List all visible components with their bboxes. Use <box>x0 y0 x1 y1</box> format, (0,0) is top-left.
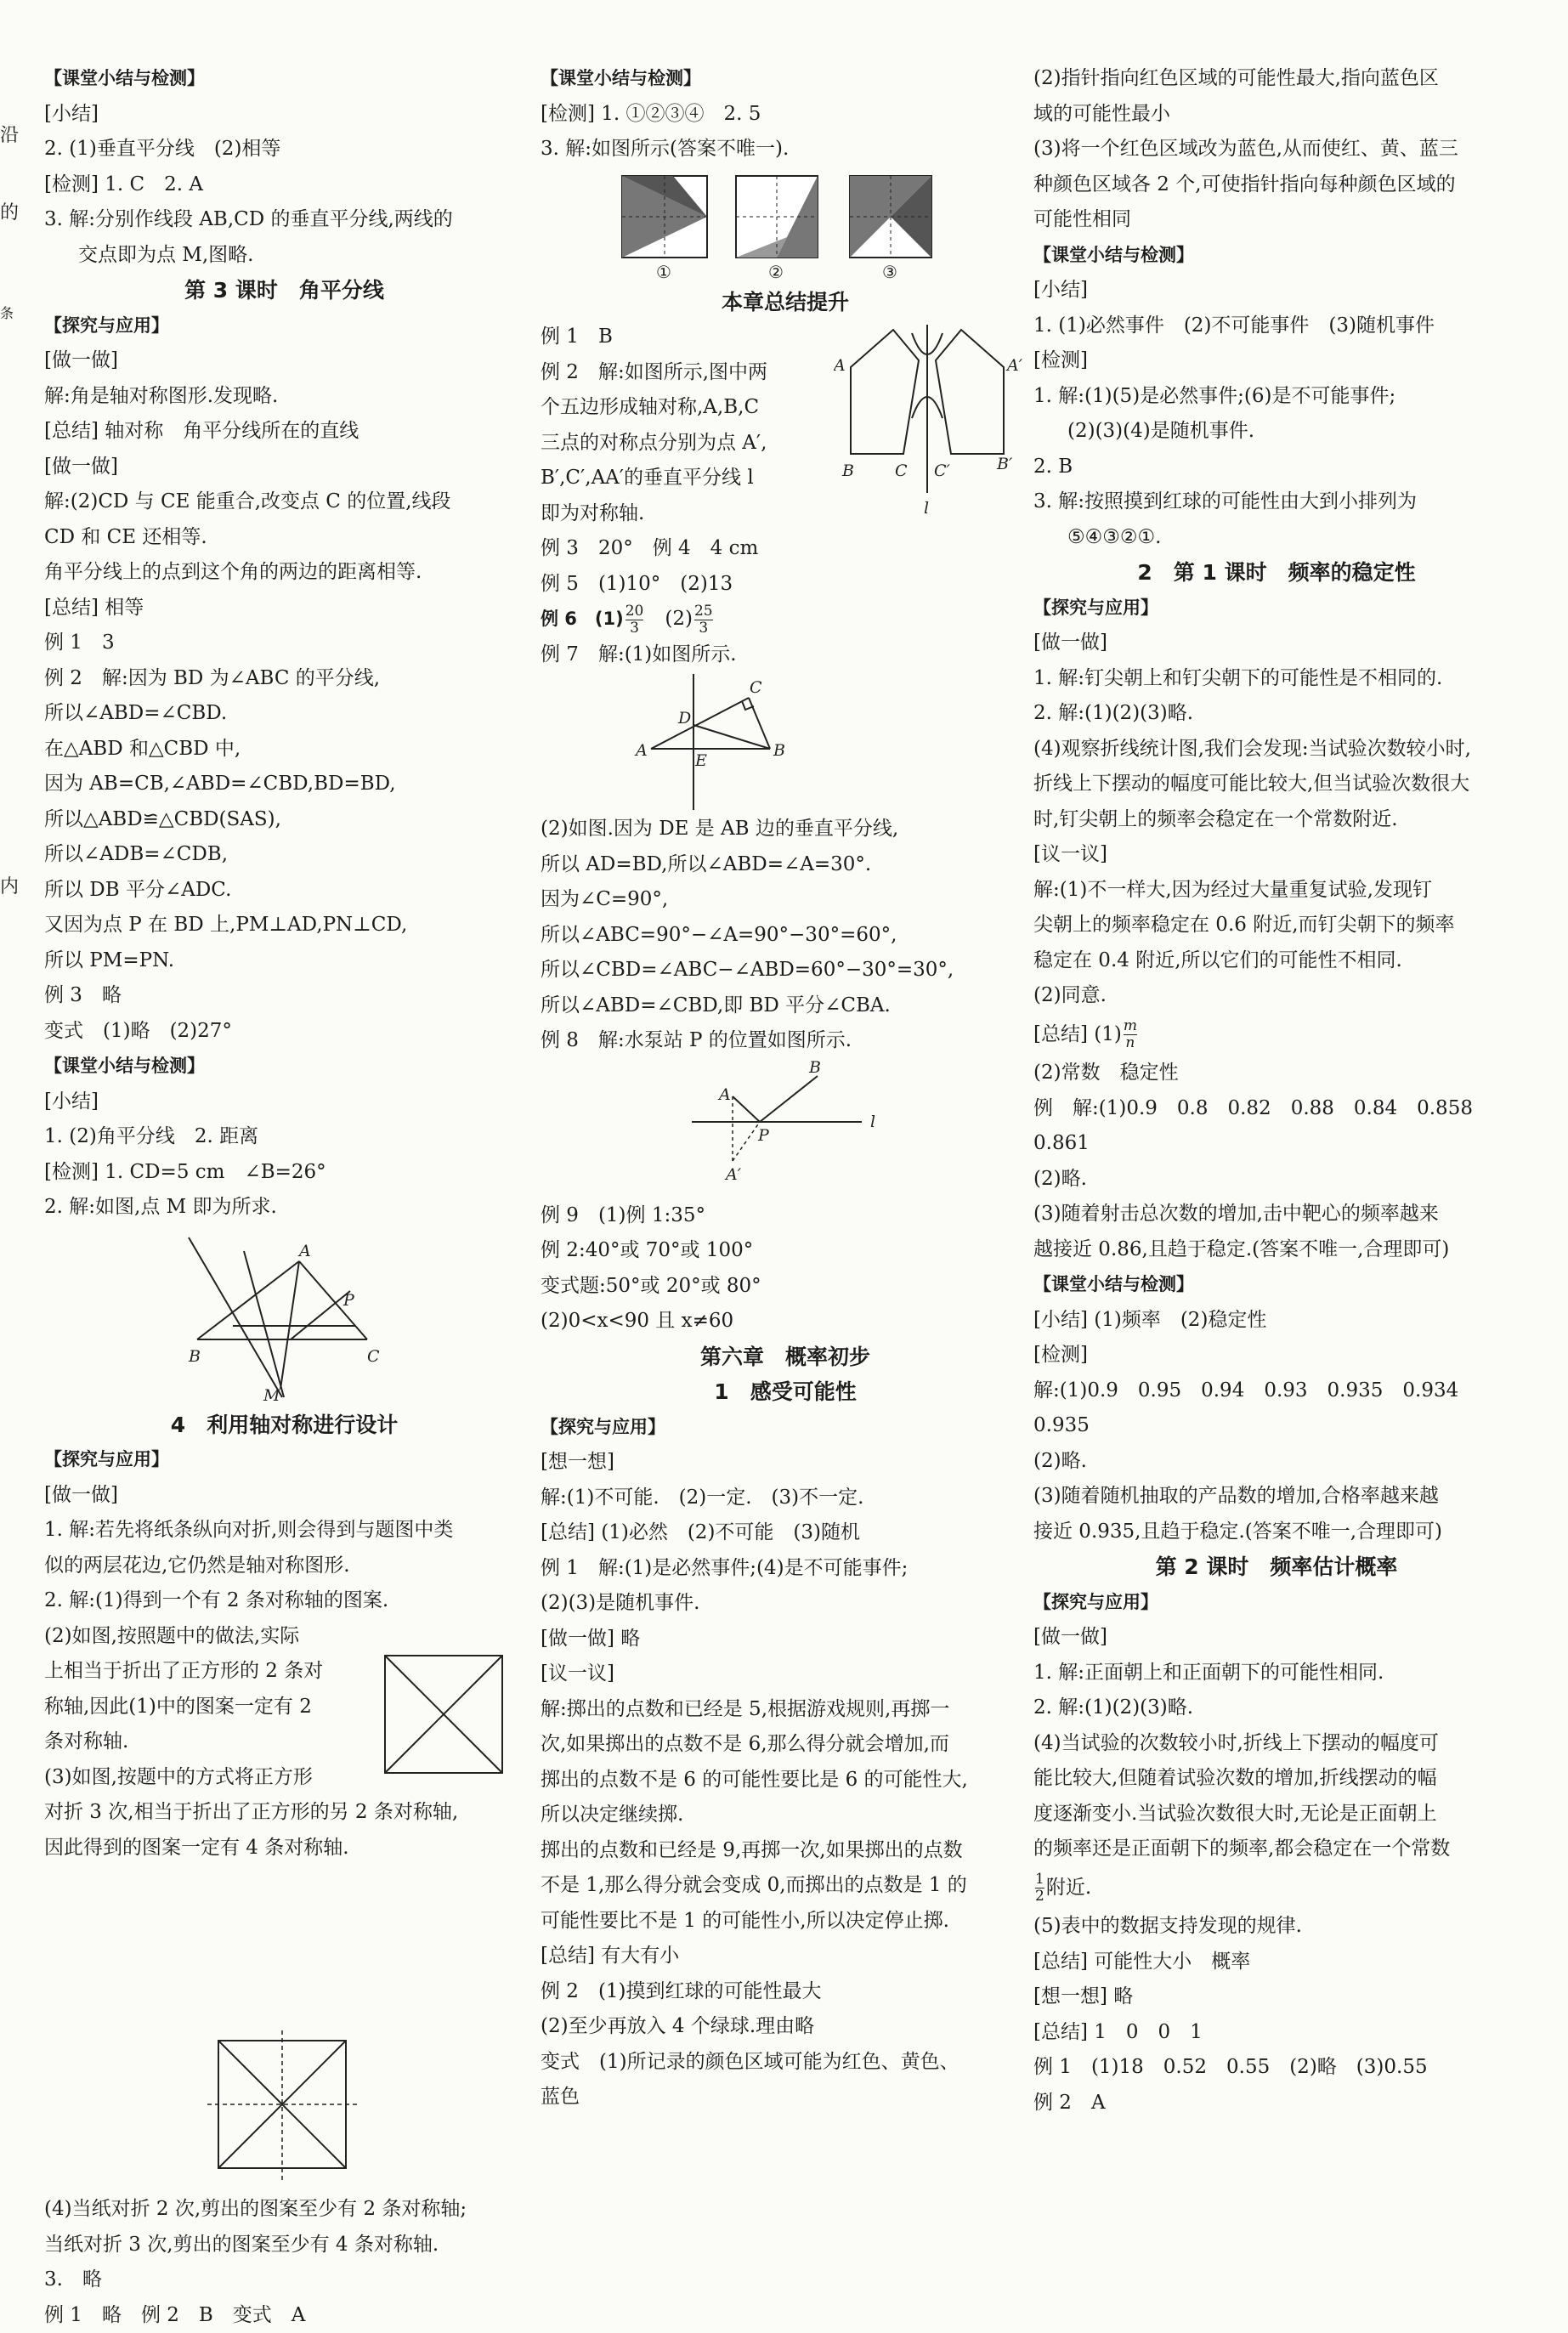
label-c-prime: C′ <box>934 462 951 480</box>
subsection-label: 【课堂小结与检测】 <box>1033 1267 1520 1303</box>
text-line: CD 和 CE 还相等. <box>44 520 524 556</box>
fraction-numerator: m <box>1124 1018 1137 1035</box>
text-line: 解:(1)不一样大,因为经过大量重复试验,发现钉 <box>1033 873 1520 909</box>
label-l: l <box>924 499 929 518</box>
label-p: P <box>757 1126 770 1145</box>
label-e: E <box>694 751 707 770</box>
text-line: 可能性要比不是 1 的可能性小,所以决定停止掷. <box>541 1904 1030 1939</box>
text-line: 解:(2)CD 与 CE 能重合,改变点 C 的位置,线段 <box>44 484 524 520</box>
text-line: 例 1 (1)18 0.52 0.55 (2)略 (3)0.55 <box>1033 2050 1520 2086</box>
label-l: l <box>870 1113 875 1131</box>
text-line: [做一做] <box>1033 1620 1520 1656</box>
text-line: (5)表中的数据支持发现的规律. <box>1033 1909 1520 1945</box>
text-line: 2. 解:(1)(2)(3)略. <box>1033 1690 1520 1726</box>
fig-label-3: ③ <box>882 262 897 282</box>
text-line: [总结] 相等 <box>44 591 524 626</box>
subsection-label: 【探究与应用】 <box>44 1442 524 1478</box>
label-a-prime: A′ <box>724 1165 742 1184</box>
label-a: A <box>297 1242 311 1260</box>
text-line: 0.935 <box>1033 1408 1520 1444</box>
text-line: [检测] 1. C 2. A <box>44 167 524 203</box>
text-line: 因为∠C=90°, <box>541 882 1030 918</box>
subsection-label: 【探究与应用】 <box>1033 1585 1520 1621</box>
text-line: 所以∠CBD=∠ABC−∠ABD=60°−30°=30°, <box>541 953 1030 988</box>
text-line: (2)略. <box>1033 1162 1520 1198</box>
text-line: 例 2:40°或 70°或 100° <box>541 1233 1030 1269</box>
text-line: 上相当于折出了正方形的 2 条对 <box>44 1654 524 1690</box>
text-line: 当纸对折 3 次,剪出的图案至少有 4 条对称轴. <box>44 2228 524 2263</box>
text-line: 所以 PM=PN. <box>44 943 524 979</box>
fraction-numerator: 25 <box>694 603 713 620</box>
text-line: [小结] (1)频率 (2)稳定性 <box>1033 1303 1520 1339</box>
label-c: C <box>750 678 762 697</box>
text-line: (2)同意. <box>1033 978 1520 1014</box>
text-line: 例 1 解:(1)是必然事件;(4)是不可能事件; <box>541 1551 1030 1587</box>
fraction-denominator: 2 <box>1035 1888 1044 1905</box>
text-line: 所以∠ADB=∠CDB, <box>44 837 524 873</box>
subsection-label: 【探究与应用】 <box>541 1410 1030 1446</box>
text-line: 角平分线上的点到这个角的两边的距离相等. <box>44 555 524 591</box>
col1c-lines <box>44 2192 524 2333</box>
section-heading: 1 感受可能性 <box>541 1374 1030 1410</box>
text-line: 在△ABD 和△CBD 中, <box>44 732 524 767</box>
fraction-numerator: 1 <box>1035 1871 1044 1888</box>
subsection-label: 【课堂小结与检测】 <box>44 1049 524 1084</box>
text-line: 1. 解:钉尖朝上和钉尖朝下的可能性是不相同的. <box>1033 661 1520 697</box>
text-line: 1. 解:若先将纸条纵向对折,则会得到与题图中类 <box>44 1513 524 1549</box>
text-line: 所以决定继续掷. <box>541 1798 1030 1833</box>
text-line: 例 解:(1)0.9 0.8 0.82 0.88 0.84 0.858 <box>1033 1091 1520 1127</box>
text-line: [做一做] 略 <box>541 1622 1030 1657</box>
text-line: 蓝色 <box>541 2080 1030 2115</box>
text-line: 又因为点 P 在 BD 上,PM⊥AD,PN⊥CD, <box>44 908 524 943</box>
text-line: [小结] <box>1033 273 1520 309</box>
text-line: [检测] <box>1033 343 1520 379</box>
figure-square-2-axes <box>380 1651 507 1778</box>
label-m: M <box>263 1386 280 1405</box>
text-line: [议一议] <box>1033 837 1520 873</box>
text-line: [总结] 1 0 0 1 <box>1033 2015 1520 2051</box>
text-line: 所以 DB 平分∠ADC. <box>44 873 524 909</box>
text-line: 1. (2)角平分线 2. 距离 <box>44 1119 524 1155</box>
figure-pentagons <box>834 325 1029 520</box>
text-line: [总结] (1)必然 (2)不可能 (3)随机 <box>541 1515 1030 1551</box>
text-line: [想一想] 略 <box>1033 1979 1520 2015</box>
col2d-lines <box>541 812 1030 1059</box>
text-line: 例 9 (1)例 1:35° <box>541 1198 1030 1234</box>
text-line: 种颜色区域各 2 个,可使指针指向每种颜色区域的 <box>1033 167 1520 203</box>
col1-lines <box>44 61 524 1226</box>
edge-char: 内 <box>0 872 19 898</box>
col3b-lines <box>1033 1056 1520 1867</box>
text-line: 个五边形成轴对称,A,B,C <box>541 390 1030 426</box>
figure-angle-bisector <box>44 1227 524 1406</box>
text-line: [总结] 轴对称 角平分线所在的直线 <box>44 414 524 450</box>
text-line: 所以∠ABC=90°−∠A=90°−30°=60°, <box>541 918 1030 954</box>
example-6 <box>541 602 1030 637</box>
text-line: 例 2 解:如图所示,图中两 <box>541 355 1030 391</box>
text-line: 所以∠ABD=∠CBD. <box>44 696 524 732</box>
label-b: B <box>188 1347 201 1366</box>
label-a-prime: A′ <box>1005 356 1023 375</box>
label-d: D <box>677 709 691 728</box>
text-line: 0.861 <box>1033 1126 1520 1162</box>
fraction-20-3 <box>626 603 644 637</box>
column-3 <box>1033 61 1520 2121</box>
col3a-lines <box>1033 61 1520 1014</box>
summary-label: [总结] (1) <box>1033 1023 1122 1045</box>
col1b-lines <box>44 1407 524 1866</box>
text-line: 掷出的点数不是 6 的可能性要比是 6 的可能性大, <box>541 1763 1030 1798</box>
label-p: P <box>342 1291 355 1310</box>
section-heading: 2 第 1 课时 频率的稳定性 <box>1033 555 1520 591</box>
text-line: (2)指针指向红色区域的可能性最大,指向蓝色区 <box>1033 61 1520 97</box>
figure-shaded-squares <box>541 169 1030 283</box>
text-line: (2)(3)(4)是随机事件. <box>1033 414 1520 450</box>
text-line: 1. 解:(1)(5)是必然事件;(6)是不可能事件; <box>1033 379 1520 415</box>
text-line: 3. 略 <box>44 2262 524 2298</box>
text-line: 解:(1)不可能. (2)一定. (3)不一定. <box>541 1481 1030 1516</box>
text-line: 变式题:50°或 20°或 80° <box>541 1269 1030 1305</box>
text-line: [总结] 有大有小 <box>541 1939 1030 1974</box>
text-line: (2)如图.因为 DE 是 AB 边的垂直平分线, <box>541 812 1030 847</box>
text-line: 所以△ABD≌△CBD(SAS), <box>44 802 524 838</box>
column-2 <box>541 61 1030 2115</box>
fraction-denominator: 3 <box>626 620 644 637</box>
text-line: 折线上下摆动的幅度可能比较大,但当试验次数很大 <box>1033 767 1520 802</box>
text-line: 2. 解:(1)(2)(3)略. <box>1033 696 1520 732</box>
text-line: (2)(3)是随机事件. <box>541 1586 1030 1622</box>
text-line: 1. 解:正面朝上和正面朝下的可能性相同. <box>1033 1656 1520 1691</box>
text-line: [检测] <box>1033 1338 1520 1373</box>
text-line: (4)当纸对折 2 次,剪出的图案至少有 2 条对称轴; <box>44 2192 524 2228</box>
label-b-prime: B′ <box>996 455 1013 473</box>
section-heading: 4 利用轴对称进行设计 <box>44 1407 524 1443</box>
text-line: (2)如图,按照题中的做法,实际 <box>44 1619 524 1655</box>
text-line: 次,如果掷出的点数不是 6,那么得分就会增加,而 <box>541 1727 1030 1763</box>
text-line: 似的两层花边,它仍然是轴对称图形. <box>44 1549 524 1584</box>
text-line: [检测] 1. ①②③④ 2. 5 <box>541 97 1030 133</box>
text-line: 即为对称轴. <box>541 496 1030 532</box>
text-line: [做一做] <box>44 450 524 485</box>
text-line: 变式 (1)略 (2)27° <box>44 1014 524 1050</box>
text-line: 3. 解:分别作线段 AB,CD 的垂直平分线,两线的 <box>44 202 524 238</box>
edge-char: 沿 <box>0 121 19 147</box>
col2a-lines <box>541 61 1030 167</box>
text-line: 越接近 0.86,且趋于稳定.(答案不唯一,合理即可) <box>1033 1232 1520 1268</box>
figure-pump-station <box>541 1061 1030 1197</box>
col2e-lines <box>541 1198 1030 2115</box>
fraction-1-2 <box>1035 1871 1044 1905</box>
example-6-mid: (2) <box>645 608 693 630</box>
summary-fraction <box>1033 1017 1520 1053</box>
section-heading: 第 3 课时 角平分线 <box>44 273 524 309</box>
text-line: 变式 (1)所记录的颜色区域可能为红色、黄色、 <box>541 2045 1030 2081</box>
subsection-label: 【课堂小结与检测】 <box>44 61 524 97</box>
text-line: 掷出的点数和已经是 9,再掷一次,如果掷出的点数 <box>541 1833 1030 1869</box>
half-fraction-text: 附近. <box>1046 1877 1091 1899</box>
text-line: [议一议] <box>541 1656 1030 1692</box>
text-line: 例 2 A <box>1033 2086 1520 2121</box>
text-line: 交点即为点 M,图略. <box>44 238 524 274</box>
subsection-label: 【课堂小结与检测】 <box>1033 238 1520 274</box>
text-line: [小结] <box>44 1084 524 1120</box>
text-line: 因为 AB=CB,∠ABD=∠CBD,BD=BD, <box>44 767 524 802</box>
text-line: 例 7 解:(1)如图所示. <box>541 637 1030 673</box>
text-line: [想一想] <box>541 1445 1030 1481</box>
section-heading: 第 2 课时 频率估计概率 <box>1033 1549 1520 1585</box>
text-line: 3. 解:按照摸到红球的可能性由大到小排列为 <box>1033 484 1520 520</box>
text-line: (4)当试验的次数较小时,折线上下摆动的幅度可 <box>1033 1726 1520 1762</box>
col2c-lines <box>541 637 1030 673</box>
fraction-m-n <box>1124 1018 1137 1051</box>
text-line: 例 1 略 例 2 B 变式 A <box>44 2298 524 2333</box>
text-line: 的频率还是正面朝下的频率,都会稳定在一个常数 <box>1033 1832 1520 1867</box>
text-line: 稳定在 0.4 附近,所以它们的可能性不相同. <box>1033 943 1520 979</box>
text-line: 例 3 略 <box>44 978 524 1014</box>
text-line: 例 2 (1)摸到红球的可能性最大 <box>541 1974 1030 2010</box>
text-line: 例 5 (1)10° (2)13 <box>541 567 1030 603</box>
fraction-numerator: 20 <box>626 603 644 620</box>
text-line: 三点的对称点分别为点 A′, <box>541 426 1030 462</box>
text-line: 2. 解:如图,点 M 即为所求. <box>44 1190 524 1226</box>
text-line: 解:(1)0.9 0.95 0.94 0.93 0.935 0.934 <box>1033 1373 1520 1409</box>
text-line: 解:掷出的点数和已经是 5,根据游戏规则,再掷一 <box>541 1692 1030 1728</box>
text-line: [检测] 1. CD=5 cm ∠B=26° <box>44 1155 524 1191</box>
text-line: 例 1 B <box>541 320 1030 355</box>
text-line: 3. 解:如图所示(答案不唯一). <box>541 132 1030 167</box>
edge-char: 的 <box>0 198 19 224</box>
label-c: C <box>895 462 908 480</box>
fig-label-1: ① <box>656 262 671 282</box>
text-line: [总结] 可能性大小 概率 <box>1033 1945 1520 1980</box>
text-line: (2)常数 稳定性 <box>1033 1056 1520 1091</box>
text-line: [做一做] <box>44 343 524 379</box>
text-line: 域的可能性最小 <box>1033 97 1520 133</box>
text-line: [做一做] <box>44 1478 524 1514</box>
text-line: 可能性相同 <box>1033 202 1520 238</box>
text-line: 尖朝上的频率稳定在 0.6 附近,而钉尖朝下的频率 <box>1033 908 1520 943</box>
text-line: 所以 AD=BD,所以∠ABD=∠A=30°. <box>541 847 1030 883</box>
text-line: 时,钉尖朝上的频率会稳定在一个常数附近. <box>1033 802 1520 838</box>
label-a: A <box>834 356 846 375</box>
column-1 <box>44 61 524 2333</box>
text-line: 例 8 解:水泵站 P 的位置如图所示. <box>541 1023 1030 1059</box>
col3c-lines <box>1033 1909 1520 2121</box>
label-c: C <box>367 1347 380 1366</box>
label-b: B <box>841 462 854 480</box>
text-line: (4)观察折线统计图,我们会发现:当试验次数较小时, <box>1033 732 1520 767</box>
text-line: 所以∠ABD=∠CBD,即 BD 平分∠CBA. <box>541 988 1030 1024</box>
text-line: 解:角是轴对称图形.发现略. <box>44 379 524 415</box>
text-line: 2. 解:(1)得到一个有 2 条对称轴的图案. <box>44 1583 524 1619</box>
text-line: (2)0<x<90 且 x≠60 <box>541 1304 1030 1339</box>
example-6-label: 例 6 (1) <box>541 609 624 629</box>
text-line: (3)将一个红色区域改为蓝色,从而使红、黄、蓝三 <box>1033 132 1520 167</box>
text-line: ⑤④③②①. <box>1033 520 1520 556</box>
subsection-label: 【探究与应用】 <box>44 309 524 344</box>
text-line: B′,C′,AA′的垂直平分线 l <box>541 461 1030 496</box>
label-b: B <box>773 741 785 760</box>
text-line: 不是 1,那么得分就会变成 0,而掷出的点数是 1 的 <box>541 1868 1030 1904</box>
text-line: 对折 3 次,相当于折出了正方形的另 2 条对称轴, <box>44 1795 524 1831</box>
text-line: [做一做] <box>1033 626 1520 661</box>
text-line: 例 3 20° 例 4 4 cm <box>541 531 1030 567</box>
text-line: 称轴,因此(1)中的图案一定有 2 <box>44 1690 524 1725</box>
section-heading: 第六章 概率初步 <box>541 1339 1030 1375</box>
text-line: (3)如图,按题中的方式将正方形 <box>44 1760 524 1796</box>
text-line: 例 1 3 <box>44 626 524 661</box>
half-fraction-line <box>1033 1871 1520 1906</box>
edge-char: 条 <box>0 303 14 322</box>
text-line: 度逐渐变小.当试验次数很大时,无论是正面朝上 <box>1033 1797 1520 1832</box>
label-a: A <box>717 1085 731 1104</box>
subsection-label: 【探究与应用】 <box>1033 591 1520 626</box>
label-b: B <box>808 1061 821 1077</box>
subsection-label: 【课堂小结与检测】 <box>541 61 1030 97</box>
text-line: (3)随着随机抽取的产品数的增加,合格率越来越 <box>1033 1479 1520 1515</box>
text-line: 1. (1)必然事件 (2)不可能事件 (3)随机事件 <box>1033 309 1520 344</box>
figure-square-4-axes <box>44 2024 524 2190</box>
fraction-denominator: n <box>1124 1035 1137 1051</box>
text-line: 能比较大,但随着试验次数的增加,折线摆动的幅 <box>1033 1761 1520 1797</box>
text-line: (2)至少再放入 4 个绿球.理由略 <box>541 2009 1030 2045</box>
label-a: A <box>634 741 648 760</box>
fraction-25-3 <box>694 603 713 637</box>
fraction-denominator: 3 <box>694 620 713 637</box>
text-line: 例 2 解:因为 BD 为∠ABC 的平分线, <box>44 661 524 697</box>
text-line: 条对称轴. <box>44 1724 524 1760</box>
text-line: 接近 0.935,且趋于稳定.(答案不唯一,合理即可) <box>1033 1515 1520 1550</box>
text-line: (2)略. <box>1033 1444 1520 1480</box>
text-line: [小结] <box>44 97 524 133</box>
text-line: 2. B <box>1033 450 1520 485</box>
fig-label-2: ② <box>768 262 784 282</box>
text-line: 因此得到的图案一定有 4 条对称轴. <box>44 1831 524 1866</box>
text-line: (3)随着射击总次数的增加,击中靶心的频率越来 <box>1033 1197 1520 1232</box>
section-heading: 本章总结提升 <box>541 285 1030 320</box>
figure-triangle-perpendicular <box>541 674 1030 810</box>
text-line: 2. (1)垂直平分线 (2)相等 <box>44 132 524 167</box>
